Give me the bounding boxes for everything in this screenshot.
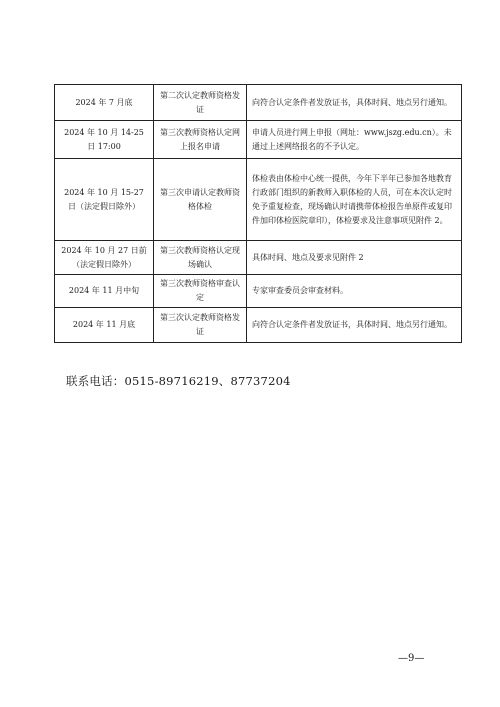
description-cell: 具体时间、地点及要求见附件 2 (247, 241, 462, 275)
date-cell: 2024 年 11 月底 (55, 308, 154, 343)
table-row (55, 159, 462, 241)
description-cell: 体检表由体检中心统一提供，今年下半年已参加各地教育行政部门组织的新教师入职体检的人员，可在本次认定时免予重复检查，现场确认时请携带体检报告单原件或复印件加印体检医院章印），体检要求及注意事项见附件 2。 (247, 159, 462, 241)
item-cell: 第三次申请认定教师资格体检 (154, 159, 247, 241)
item-cell: 第二次认定教师资格发证 (154, 85, 247, 121)
date-cell: 2024 年 7 月底 (55, 85, 154, 121)
description-cell: 向符合认定条件者发放证书，具体时间、地点另行通知。 (247, 85, 462, 121)
page-number: —9— (398, 653, 425, 664)
date-cell: 2024 年 10 月 15-27 日（法定假日除外） (55, 159, 154, 241)
contact-phone: 联系电话：0515-89716219、87737204 (66, 374, 291, 388)
item-cell: 第三次认定教师资格发证 (154, 308, 247, 343)
schedule-table (54, 84, 462, 343)
item-cell: 第三次教师资格认定现场确认 (154, 241, 247, 275)
table-row (55, 308, 462, 343)
description-cell: 向符合认定条件者发放证书，具体时间、地点另行通知。 (247, 308, 462, 343)
date-cell: 2024 年 10 月 14-25 日 17:00 (55, 121, 154, 159)
item-cell: 第三次教师资格审查认定 (154, 275, 247, 308)
table-row (55, 121, 462, 159)
item-cell: 第三次教师资格认定网上报名申请 (154, 121, 247, 159)
date-cell: 2024 年 11 月中旬 (55, 275, 154, 308)
table-row (55, 241, 462, 275)
table-row (55, 275, 462, 308)
description-cell: 申请人员进行网上申报（网址：www.jszg.edu.cn）。未通过上述网络报名的不予认定。 (247, 121, 462, 159)
table-row (55, 85, 462, 121)
description-cell: 专家审查委员会审查材料。 (247, 275, 462, 308)
date-cell: 2024 年 10 月 27 日前（法定假日除外） (55, 241, 154, 275)
